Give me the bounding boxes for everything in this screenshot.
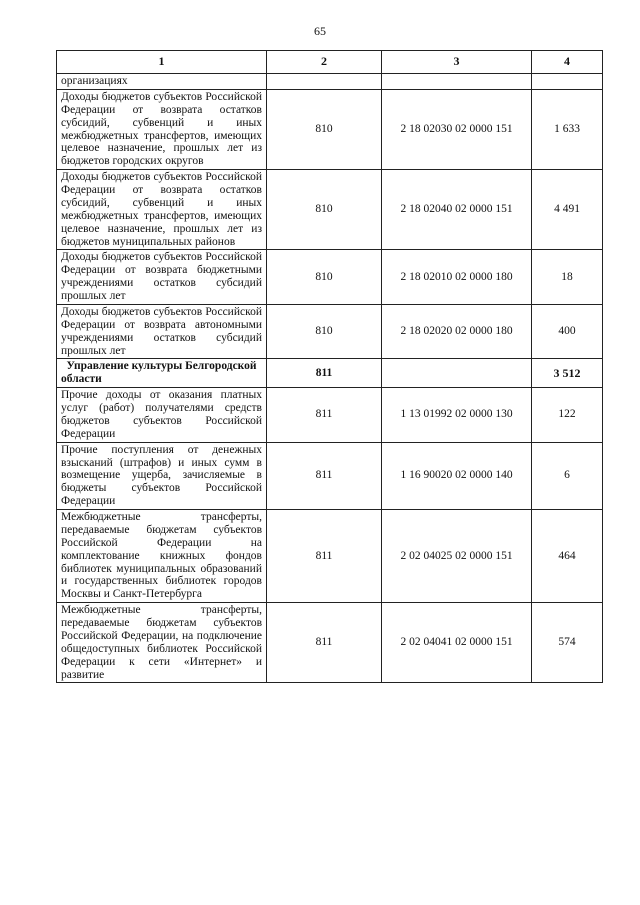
row-code-cell: 811 — [267, 603, 382, 683]
row-sum-cell: 574 — [532, 603, 603, 683]
row-sum-cell: 464 — [532, 510, 603, 603]
row-name-cell: Доходы бюджетов субъектов Российской Федерации от возврата остатков субсидий, субвенций и иных межбюджетных трансфертов, имеющих целевое назначение, прошлых лет из бюджетов городских округов — [57, 89, 267, 169]
row-code-cell: 810 — [267, 250, 382, 305]
table-row — [57, 250, 603, 305]
row-sum-cell: 3 512 — [532, 359, 603, 388]
row-sum-cell — [532, 74, 603, 90]
row-name-cell: организациях — [57, 74, 267, 90]
row-code-cell: 811 — [267, 510, 382, 603]
row-name-cell: Прочие поступления от денежных взысканий (штрафов) и иных сумм в возмещение ущерба, зачисляемые в бюджеты субъектов Российской Федерации — [57, 442, 267, 509]
row-name-cell: Прочие доходы от оказания платных услуг (работ) получателями средств бюджетов субъектов Российской Федерации — [57, 388, 267, 443]
row-kbk-cell: 1 16 90020 02 0000 140 — [382, 442, 532, 509]
row-kbk-cell — [382, 359, 532, 388]
row-kbk-cell: 2 18 02030 02 0000 151 — [382, 89, 532, 169]
row-sum-cell: 6 — [532, 442, 603, 509]
row-kbk-cell: 2 18 02010 02 0000 180 — [382, 250, 532, 305]
row-code-cell: 811 — [267, 388, 382, 443]
row-sum-cell: 18 — [532, 250, 603, 305]
row-sum-cell: 400 — [532, 304, 603, 359]
row-kbk-cell — [382, 74, 532, 90]
row-code-cell: 810 — [267, 304, 382, 359]
row-name-cell: Управление культуры Белгородской области — [57, 359, 267, 388]
row-code-cell — [267, 74, 382, 90]
row-kbk-cell: 2 18 02040 02 0000 151 — [382, 170, 532, 250]
row-sum-cell: 4 491 — [532, 170, 603, 250]
row-kbk-cell: 1 13 01992 02 0000 130 — [382, 388, 532, 443]
table-row — [57, 74, 603, 90]
table-row — [57, 89, 603, 169]
table-row — [57, 442, 603, 509]
header-col-2: 2 — [267, 51, 382, 74]
table-header-row — [57, 51, 603, 74]
header-col-3: 3 — [382, 51, 532, 74]
row-name-cell: Доходы бюджетов субъектов Российской Федерации от возврата остатков субсидий, субвенций и иных межбюджетных трансфертов, имеющих целевое назначение, прошлых лет из бюджетов муниципальных районов — [57, 170, 267, 250]
row-kbk-cell: 2 18 02020 02 0000 180 — [382, 304, 532, 359]
budget-table — [56, 50, 603, 683]
row-name-cell: Доходы бюджетов субъектов Российской Федерации от возврата бюджетными учреждениями остатков субсидий прошлых лет — [57, 250, 267, 305]
row-sum-cell: 1 633 — [532, 89, 603, 169]
table-row — [57, 170, 603, 250]
row-name-cell: Межбюджетные трансферты, передаваемые бюджетам субъектов Российской Федерации на комплектование книжных фондов библиотек муниципальных образований и государственных библиотек городов Москвы и Санкт-Петербурга — [57, 510, 267, 603]
row-sum-cell: 122 — [532, 388, 603, 443]
row-code-cell: 811 — [267, 442, 382, 509]
row-name-cell: Доходы бюджетов субъектов Российской Федерации от возврата автономными учреждениями остатков субсидий прошлых лет — [57, 304, 267, 359]
table-row — [57, 359, 603, 388]
row-kbk-cell: 2 02 04041 02 0000 151 — [382, 603, 532, 683]
row-code-cell: 811 — [267, 359, 382, 388]
table-row — [57, 304, 603, 359]
table-row — [57, 603, 603, 683]
table-row — [57, 510, 603, 603]
row-name-cell: Межбюджетные трансферты, передаваемые бюджетам субъектов Российской Федерации, на подключение общедоступных библиотек Российской Федерации к сети «Интернет» и развитие — [57, 603, 267, 683]
row-kbk-cell: 2 02 04025 02 0000 151 — [382, 510, 532, 603]
page-number: 65 — [314, 24, 326, 38]
header-col-4: 4 — [532, 51, 603, 74]
row-code-cell: 810 — [267, 170, 382, 250]
table-row — [57, 388, 603, 443]
row-code-cell: 810 — [267, 89, 382, 169]
header-col-1: 1 — [57, 51, 267, 74]
